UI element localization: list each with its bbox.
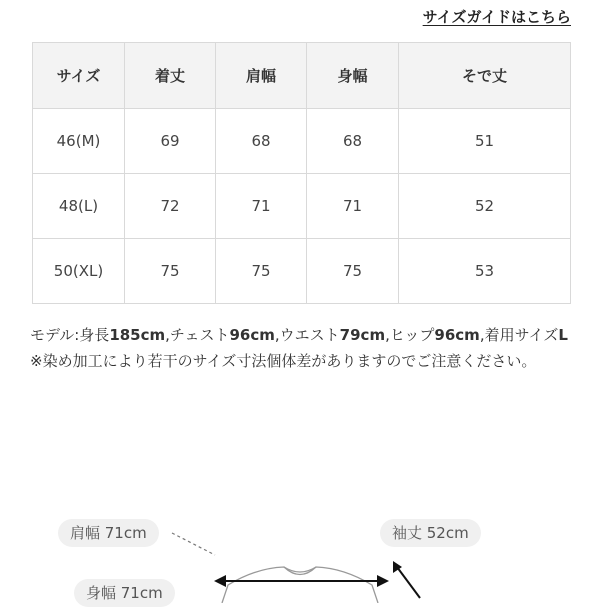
cell-chest: 75 <box>307 239 399 304</box>
garment-outline <box>222 567 378 603</box>
header-size: サイズ <box>33 43 125 109</box>
waist-label: ,ウエスト <box>274 326 340 344</box>
cell-shoulder: 75 <box>216 239 307 304</box>
cell-shoulder: 71 <box>216 174 307 239</box>
model-hip: 96cm <box>434 326 480 344</box>
model-height: 185cm <box>109 326 166 344</box>
cell-sleeve: 52 <box>399 174 571 239</box>
cell-length: 72 <box>125 174 216 239</box>
table-header-row <box>33 43 571 109</box>
chest-label: ,チェスト <box>165 326 230 344</box>
cell-size: 46(M) <box>33 109 125 174</box>
model-size: L <box>558 326 568 344</box>
cell-sleeve: 51 <box>399 109 571 174</box>
caution-note: ※染め加工により若干のサイズ寸法個体差がありますのでご注意ください。 <box>30 352 537 370</box>
header-sleeve: そで丈 <box>399 43 571 109</box>
sleeve-length-label: 袖丈 52cm <box>380 519 481 547</box>
arrow-head-right <box>377 575 389 587</box>
sleeve-arrow <box>397 567 420 598</box>
header-chest: 身幅 <box>307 43 399 109</box>
size-guide-link[interactable]: サイズガイドはこちら <box>422 8 571 26</box>
shoulder-leader-line <box>172 533 215 555</box>
cell-length: 75 <box>125 239 216 304</box>
cell-shoulder: 68 <box>216 109 307 174</box>
size-table <box>32 42 571 304</box>
size-label: ,着用サイズ <box>479 326 559 344</box>
cell-size: 48(L) <box>33 174 125 239</box>
header-shoulder: 肩幅 <box>216 43 307 109</box>
model-prefix: モデル:身長 <box>30 326 110 344</box>
cell-sleeve: 53 <box>399 239 571 304</box>
table-row <box>33 174 571 239</box>
arrow-head-left <box>214 575 226 587</box>
collar-outline <box>284 567 316 575</box>
model-chest: 96cm <box>229 326 275 344</box>
table-row <box>33 109 571 174</box>
cell-size: 50(XL) <box>33 239 125 304</box>
cell-chest: 71 <box>307 174 399 239</box>
table-row <box>33 239 571 304</box>
model-info <box>30 322 575 348</box>
model-waist: 79cm <box>339 326 386 344</box>
cell-length: 69 <box>125 109 216 174</box>
hip-label: ,ヒップ <box>385 326 435 344</box>
header-length: 着丈 <box>125 43 216 109</box>
shoulder-width-label: 肩幅 71cm <box>58 519 159 547</box>
chest-width-label: 身幅 71cm <box>74 579 175 607</box>
notes <box>30 322 575 374</box>
cell-chest: 68 <box>307 109 399 174</box>
